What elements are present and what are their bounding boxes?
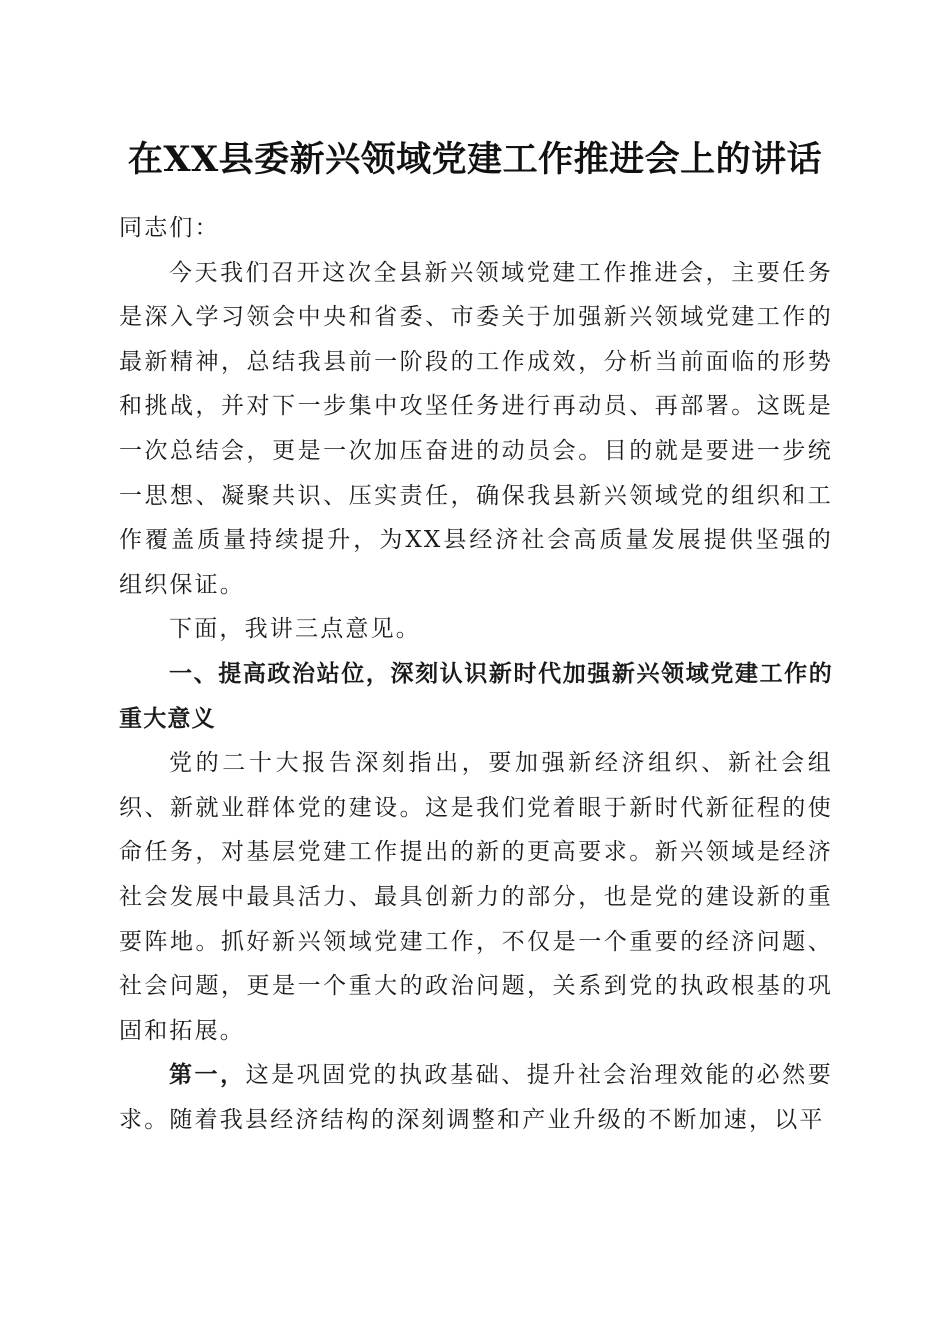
salutation: 同志们： [119, 215, 220, 241]
section-heading-1: 一、提高政治站位，深刻认识新时代加强新兴领域党建工作的重大意义 [119, 660, 833, 732]
paragraph-intro: 今天我们召开这次全县新兴领域党建工作推进会，主要任务是深入学习领会中央和省委、市委关于加强新兴领域党建工作的最新精神，总结我县前一阶段的工作成效，分析当前面临的形势和挑战，并对下一步集中攻坚任务进行再动员、再部署。这既是一次总结会，更是一次加压奋进的动员会。目的就是要进一步统一思想、凝聚共识、压实责任，确保我县新兴领域党的组织和工作覆盖质量持续提升，为XX县经济社会高质量发展提供坚强的组织保证。 [119, 259, 833, 598]
point-1-body: 这是巩固党的执政基础、提升社会治理效能的必然要求。随着我县经济结构的深刻调整和产业升级的不断加速，以平 [119, 1062, 833, 1133]
point-1-lead: 第一， [169, 1061, 246, 1089]
paragraph-section-1: 党的二十大报告深刻指出，要加强新经济组织、新社会组织、新就业群体党的建设。这是我们党着眼于新时代新征程的使命任务，对基层党建工作提出的新的更高要求。新兴领域是经济社会发展中最具活力、最具创新力的部分，也是党的建设新的重要阵地。抓好新兴领域党建工作，不仅是一个重要的经济问题、社会问题，更是一个重大的政治问题，关系到党的执政根基的巩固和拓展。 [119, 750, 833, 1044]
document-title: 在XX县委新兴领域党建工作推进会上的讲话 [127, 139, 823, 180]
paragraph-transition: 下面，我讲三点意见。 [169, 616, 421, 643]
paragraph-point-1 [119, 1053, 833, 1142]
document-body [119, 206, 833, 1142]
